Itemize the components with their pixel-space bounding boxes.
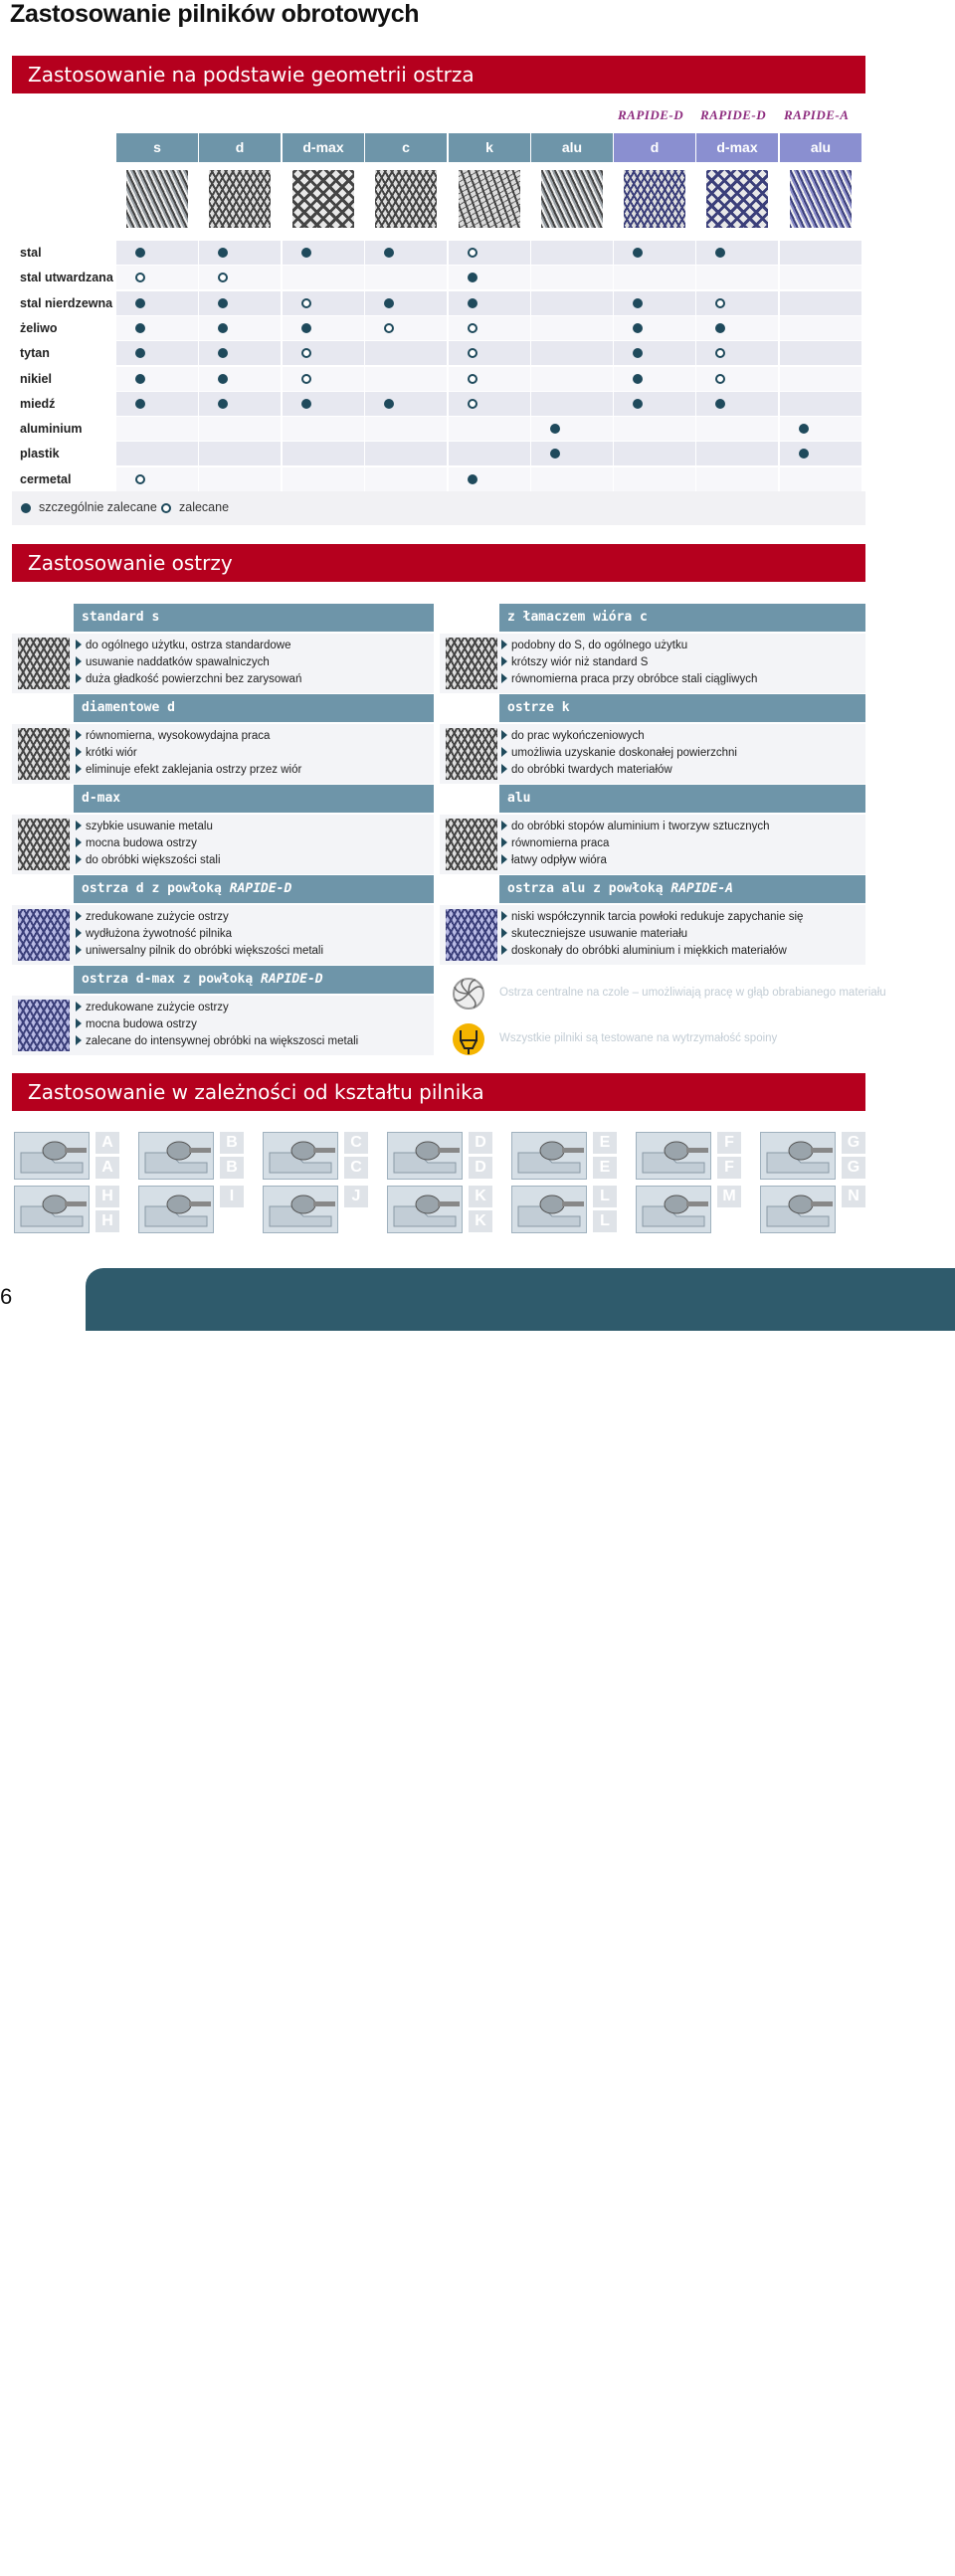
shape-letter: D xyxy=(469,1132,492,1154)
rating-cell xyxy=(614,266,695,289)
shape-letter: E xyxy=(593,1132,617,1154)
material-row xyxy=(12,316,865,340)
particularly-recommended-dot xyxy=(550,449,560,459)
particularly-recommended-dot xyxy=(550,424,560,434)
coating-name: RAPIDE-D xyxy=(229,881,292,896)
blade-feature-item: do obróbki stopów aluminium i tworzyw sztucznych xyxy=(501,821,770,832)
particularly-recommended-dot xyxy=(799,449,809,459)
recommended-dot xyxy=(135,273,145,282)
rating-cell xyxy=(614,241,695,265)
burr-shape-diagram xyxy=(263,1132,338,1180)
shape-letter: D xyxy=(469,1157,492,1179)
particularly-recommended-dot xyxy=(135,323,145,333)
blade-texture-image xyxy=(18,1000,70,1051)
burr-shape-diagram xyxy=(263,1186,338,1233)
material-label: cermetal xyxy=(20,471,72,486)
particularly-recommended-dot xyxy=(468,273,478,282)
blade-texture-image xyxy=(446,819,497,870)
rating-cell xyxy=(614,442,695,465)
particularly-recommended-dot xyxy=(633,323,643,333)
rating-cell xyxy=(116,241,198,265)
shape-letter: A xyxy=(96,1157,119,1179)
particularly-recommended-dot xyxy=(135,248,145,258)
blade-feature-item: uniwersalny pilnik do obróbki większości metali xyxy=(76,945,323,957)
legend-filled-label: szczególnie zalecane xyxy=(39,500,157,514)
blade-type-name: ostrza d z powłoką xyxy=(82,881,230,896)
particularly-recommended-dot xyxy=(633,248,643,258)
column-header-d: d xyxy=(614,133,695,162)
rating-cell xyxy=(365,392,447,416)
material-label: miedź xyxy=(20,396,56,411)
rating-cell xyxy=(199,341,281,365)
rating-cell xyxy=(696,392,778,416)
rating-cell xyxy=(283,341,364,365)
blade-type-name: alu xyxy=(507,791,531,806)
blade-type-header xyxy=(499,785,865,813)
particularly-recommended-dot xyxy=(218,399,228,409)
particularly-recommended-dot xyxy=(135,348,145,358)
material-label: tytan xyxy=(20,346,50,361)
rating-cell xyxy=(283,241,364,265)
particularly-recommended-dot xyxy=(301,248,311,258)
blade-feature-item: duża gładkość powierzchni bez zarysowań xyxy=(76,673,301,685)
particularly-recommended-dot xyxy=(633,348,643,358)
burr-shape-diagram xyxy=(760,1186,836,1233)
material-row xyxy=(12,291,865,315)
rating-cell xyxy=(365,316,447,340)
shape-letter: E xyxy=(593,1157,617,1179)
blade-type-header xyxy=(74,966,434,994)
rating-cell xyxy=(283,442,364,465)
rating-cell xyxy=(116,392,198,416)
rating-cell xyxy=(283,367,364,391)
rating-cell xyxy=(199,467,281,491)
blade-type-name: ostrza alu z powłoką xyxy=(507,881,671,896)
rating-cell xyxy=(780,442,861,465)
shape-letter: J xyxy=(344,1186,368,1207)
material-label: stal utwardzana xyxy=(20,271,113,285)
material-label: plastik xyxy=(20,447,60,461)
rating-cell xyxy=(365,442,447,465)
burr-texture-c xyxy=(375,170,437,228)
shape-letter: F xyxy=(717,1157,741,1179)
burr-texture-d xyxy=(209,170,271,228)
blade-feature-item: zredukowane zużycie ostrzy xyxy=(76,911,229,923)
burr-texture-d-max xyxy=(706,170,768,228)
rating-cell xyxy=(531,442,613,465)
blade-type-header xyxy=(499,604,865,632)
shape-letter: C xyxy=(344,1132,368,1154)
recommended-dot xyxy=(468,348,478,358)
blade-feature-item: doskonały do obróbki aluminium i miękkich materiałów xyxy=(501,945,787,957)
shape-letter: M xyxy=(717,1186,741,1207)
rating-cell xyxy=(199,266,281,289)
burr-shape-diagram xyxy=(138,1132,214,1180)
blade-texture-image xyxy=(446,728,497,780)
recommended-dot xyxy=(715,374,725,384)
recommended-dot xyxy=(301,298,311,308)
column-header-d-max: d-max xyxy=(696,133,778,162)
rating-cell xyxy=(696,442,778,465)
rating-cell xyxy=(531,417,613,441)
shape-letter: N xyxy=(842,1186,865,1207)
rating-cell xyxy=(531,341,613,365)
recommended-dot xyxy=(715,298,725,308)
particularly-recommended-dot xyxy=(218,298,228,308)
recommended-dot xyxy=(218,273,228,282)
rating-cell xyxy=(780,392,861,416)
material-row xyxy=(12,241,865,265)
rating-cell xyxy=(116,442,198,465)
rating-cell xyxy=(449,467,530,491)
rating-cell xyxy=(199,316,281,340)
legend xyxy=(12,491,865,525)
rating-cell xyxy=(199,291,281,315)
footer-url[interactable]: www.dolfamex.com xyxy=(782,2555,937,2575)
page-title: Zastosowanie pilników obrotowych xyxy=(10,0,420,28)
blade-type-name: d-max xyxy=(82,791,121,806)
rating-cell xyxy=(283,417,364,441)
blade-feature-item: krótki wiór xyxy=(76,747,137,759)
blade-texture-image xyxy=(18,638,70,689)
legend-open-label: zalecane xyxy=(179,500,230,514)
rating-cell xyxy=(696,316,778,340)
shape-letter: F xyxy=(717,1132,741,1154)
particularly-recommended-dot xyxy=(301,399,311,409)
material-label: stal xyxy=(20,246,42,260)
recommended-dot xyxy=(715,348,725,358)
burr-texture-s xyxy=(126,170,188,228)
rating-cell xyxy=(614,392,695,416)
rating-cell xyxy=(116,367,198,391)
blade-type-name: ostrza d-max z powłoką xyxy=(82,972,262,987)
rating-cell xyxy=(283,316,364,340)
rating-cell xyxy=(696,266,778,289)
material-label: aluminium xyxy=(20,422,83,437)
particularly-recommended-dot xyxy=(218,323,228,333)
rating-cell xyxy=(531,392,613,416)
shape-letter: A xyxy=(96,1132,119,1154)
rating-cell xyxy=(531,316,613,340)
rating-cell xyxy=(614,341,695,365)
rating-cell xyxy=(696,367,778,391)
particularly-recommended-dot xyxy=(799,424,809,434)
shape-letter: G xyxy=(842,1157,865,1179)
rating-cell xyxy=(531,467,613,491)
blade-feature-item: mocna budowa ostrzy xyxy=(76,837,197,849)
rating-cell xyxy=(449,291,530,315)
recommended-dot xyxy=(301,374,311,384)
burr-texture-d-max xyxy=(292,170,354,228)
rating-cell xyxy=(780,467,861,491)
material-row xyxy=(12,442,865,465)
blade-type-name: ostrze k xyxy=(507,700,570,715)
blade-feature-item: wydłużona żywotność pilnika xyxy=(76,928,232,940)
blade-type-name: diamentowe d xyxy=(82,700,175,715)
blade-type-header xyxy=(74,875,434,903)
particularly-recommended-dot xyxy=(633,374,643,384)
rating-cell xyxy=(365,417,447,441)
blade-feature-item: szybkie usuwanie metalu xyxy=(76,821,213,832)
material-row xyxy=(12,392,865,416)
blade-feature-item: krótszy wiór niż standard S xyxy=(501,656,648,668)
rapide-label: RAPIDE-A xyxy=(784,107,850,122)
rating-cell xyxy=(365,291,447,315)
blade-feature-item: zredukowane zużycie ostrzy xyxy=(76,1002,229,1013)
legend-filled-dot xyxy=(21,503,31,513)
rapide-label: RAPIDE-D xyxy=(618,107,684,122)
rating-cell xyxy=(780,266,861,289)
rating-cell xyxy=(283,291,364,315)
column-header-alu: alu xyxy=(780,133,861,162)
blade-feature-item: zalecane do intensywnej obróbki na większosci metali xyxy=(76,1035,358,1047)
column-header-d-max: d-max xyxy=(283,133,364,162)
rating-cell xyxy=(780,291,861,315)
rating-cell xyxy=(449,392,530,416)
burr-texture-alu xyxy=(541,170,603,228)
legend-open-dot xyxy=(161,503,171,513)
blade-feature-item: do obróbki twardych materiałów xyxy=(501,764,672,776)
burr-texture-alu xyxy=(790,170,852,228)
rating-cell xyxy=(365,467,447,491)
blade-type-name: standard s xyxy=(82,610,160,625)
rating-cell xyxy=(531,241,613,265)
blade-texture-image xyxy=(18,819,70,870)
material-label: żeliwo xyxy=(20,320,58,335)
particularly-recommended-dot xyxy=(633,298,643,308)
rating-cell xyxy=(199,417,281,441)
rating-cell xyxy=(449,266,530,289)
rating-cell xyxy=(696,467,778,491)
blade-feature-item: skuteczniejsze usuwanie materiału xyxy=(501,928,687,940)
blade-feature-item: eliminuje efekt zaklejania ostrzy przez wiór xyxy=(76,764,301,776)
rating-cell xyxy=(696,341,778,365)
shape-letter: B xyxy=(220,1132,244,1154)
rating-cell xyxy=(283,266,364,289)
rating-cell xyxy=(696,241,778,265)
rating-cell xyxy=(365,266,447,289)
weld-test-icon xyxy=(452,1020,485,1058)
particularly-recommended-dot xyxy=(218,348,228,358)
material-row xyxy=(12,367,865,391)
column-header-s: s xyxy=(116,133,198,162)
rating-cell xyxy=(365,241,447,265)
blade-feature-item: równomierna praca przy obróbce stali ciągliwych xyxy=(501,673,757,685)
burr-shape-diagram xyxy=(14,1186,90,1233)
rating-cell xyxy=(116,467,198,491)
blade-texture-image xyxy=(18,909,70,961)
rating-cell xyxy=(116,316,198,340)
section-geometry-header: Zastosowanie na podstawie geometrii ostrza xyxy=(12,56,865,93)
rating-cell xyxy=(780,417,861,441)
particularly-recommended-dot xyxy=(218,374,228,384)
page-number: 6 xyxy=(0,1284,13,1309)
blade-feature-item: niski współczynnik tarcia powłoki redukuje zapychanie się xyxy=(501,911,803,923)
rating-cell xyxy=(449,316,530,340)
blade-feature-item: równomierna praca xyxy=(501,837,609,849)
recommended-dot xyxy=(301,348,311,358)
rating-cell xyxy=(116,417,198,441)
rating-cell xyxy=(531,266,613,289)
rating-cell xyxy=(449,241,530,265)
burr-shape-diagram xyxy=(387,1186,463,1233)
material-row xyxy=(12,417,865,441)
blade-feature-item: do prac wykończeniowych xyxy=(501,730,645,742)
burr-texture-d xyxy=(624,170,685,228)
burr-shape-diagram xyxy=(14,1132,90,1180)
burr-shape-diagram xyxy=(511,1186,587,1233)
rating-cell xyxy=(199,442,281,465)
column-header-d: d xyxy=(199,133,281,162)
burr-shape-diagram xyxy=(138,1186,214,1233)
rating-cell xyxy=(614,467,695,491)
blade-type-name: z łamaczem wióra c xyxy=(507,610,648,625)
shape-letter: L xyxy=(593,1210,617,1232)
shape-letter: L xyxy=(593,1186,617,1207)
blade-feature-item: do obróbki większości stali xyxy=(76,854,221,866)
blade-type-header xyxy=(74,785,434,813)
rating-cell xyxy=(696,417,778,441)
recommended-dot xyxy=(135,474,145,484)
rating-cell xyxy=(780,341,861,365)
shape-letter: K xyxy=(469,1210,492,1232)
blade-texture-image xyxy=(446,638,497,689)
blade-feature-item: usuwanie naddatków spawalniczych xyxy=(76,656,270,668)
particularly-recommended-dot xyxy=(468,474,478,484)
burr-shape-diagram xyxy=(511,1132,587,1180)
shape-letter: H xyxy=(96,1186,119,1207)
shape-letter: I xyxy=(220,1186,244,1207)
note-center-cut: Ostrza centralne na czole – umożliwiają pracę w głąb obrabianego materiału xyxy=(499,987,886,999)
particularly-recommended-dot xyxy=(135,399,145,409)
rating-cell xyxy=(614,367,695,391)
material-row xyxy=(12,341,865,365)
blade-texture-image xyxy=(18,728,70,780)
particularly-recommended-dot xyxy=(218,248,228,258)
rating-cell xyxy=(614,291,695,315)
material-label: nikiel xyxy=(20,371,52,386)
shape-letter: G xyxy=(842,1132,865,1154)
particularly-recommended-dot xyxy=(633,399,643,409)
rapide-label: RAPIDE-D xyxy=(700,107,767,122)
material-row xyxy=(12,266,865,289)
particularly-recommended-dot xyxy=(715,323,725,333)
burr-shape-diagram xyxy=(636,1132,711,1180)
rating-cell xyxy=(365,341,447,365)
particularly-recommended-dot xyxy=(301,323,311,333)
blade-feature-item: mocna budowa ostrzy xyxy=(76,1018,197,1030)
blade-feature-item: umożliwia uzyskanie doskonałej powierzchni xyxy=(501,747,737,759)
rating-cell xyxy=(365,367,447,391)
rating-cell xyxy=(199,367,281,391)
material-label: stal nierdzewna xyxy=(20,295,113,310)
burr-texture-k xyxy=(459,170,520,228)
rating-cell xyxy=(449,442,530,465)
rating-cell xyxy=(199,392,281,416)
blade-texture-image xyxy=(446,909,497,961)
rating-cell xyxy=(780,316,861,340)
particularly-recommended-dot xyxy=(384,298,394,308)
recommended-dot xyxy=(384,323,394,333)
particularly-recommended-dot xyxy=(715,399,725,409)
particularly-recommended-dot xyxy=(384,248,394,258)
footer-bar xyxy=(86,1268,955,2575)
recommended-dot xyxy=(468,374,478,384)
rating-cell xyxy=(531,367,613,391)
blade-feature-item: do ogólnego użytku, ostrza standardowe xyxy=(76,640,291,651)
particularly-recommended-dot xyxy=(468,298,478,308)
coating-name: RAPIDE-A xyxy=(670,881,733,896)
blade-type-header xyxy=(499,875,865,903)
blade-feature-item: równomierna, wysokowydajna praca xyxy=(76,730,270,742)
rating-cell xyxy=(449,341,530,365)
column-header-k: k xyxy=(449,133,530,162)
recommended-dot xyxy=(468,323,478,333)
shape-letter: K xyxy=(469,1186,492,1207)
rating-cell xyxy=(696,291,778,315)
blade-feature-item: podobny do S, do ogólnego użytku xyxy=(501,640,687,651)
rating-cell xyxy=(116,291,198,315)
blade-type-header xyxy=(74,604,434,632)
center-cut-icon xyxy=(452,977,485,1011)
rating-cell xyxy=(283,392,364,416)
shape-letter: C xyxy=(344,1157,368,1179)
rating-cell xyxy=(780,241,861,265)
coating-name: RAPIDE-D xyxy=(261,972,323,987)
recommended-dot xyxy=(468,399,478,409)
rating-cell xyxy=(614,417,695,441)
rating-cell xyxy=(614,316,695,340)
shape-letter: H xyxy=(96,1210,119,1232)
rating-cell xyxy=(449,417,530,441)
section-shapes-header: Zastosowanie w zależności od kształtu pilnika xyxy=(12,1073,865,1111)
burr-shape-diagram xyxy=(387,1132,463,1180)
particularly-recommended-dot xyxy=(715,248,725,258)
column-header-c: c xyxy=(365,133,447,162)
particularly-recommended-dot xyxy=(135,374,145,384)
blade-feature-item: łatwy odpływ wióra xyxy=(501,854,607,866)
burr-shape-diagram xyxy=(636,1186,711,1233)
section-blades-header: Zastosowanie ostrzy xyxy=(12,544,865,582)
rating-cell xyxy=(116,341,198,365)
particularly-recommended-dot xyxy=(135,298,145,308)
rating-cell xyxy=(780,367,861,391)
particularly-recommended-dot xyxy=(384,399,394,409)
rating-cell xyxy=(531,291,613,315)
column-header-alu: alu xyxy=(531,133,613,162)
rating-cell xyxy=(199,241,281,265)
blade-type-header xyxy=(74,694,434,722)
burr-shape-diagram xyxy=(760,1132,836,1180)
rating-cell xyxy=(449,367,530,391)
material-row xyxy=(12,467,865,491)
shape-letter: B xyxy=(220,1157,244,1179)
recommended-dot xyxy=(468,248,478,258)
rating-cell xyxy=(116,266,198,289)
blade-type-header xyxy=(499,694,865,722)
note-weld-test: Wszystkie pilniki są testowane na wytrzymałość spoiny xyxy=(499,1032,778,1044)
rating-cell xyxy=(283,467,364,491)
